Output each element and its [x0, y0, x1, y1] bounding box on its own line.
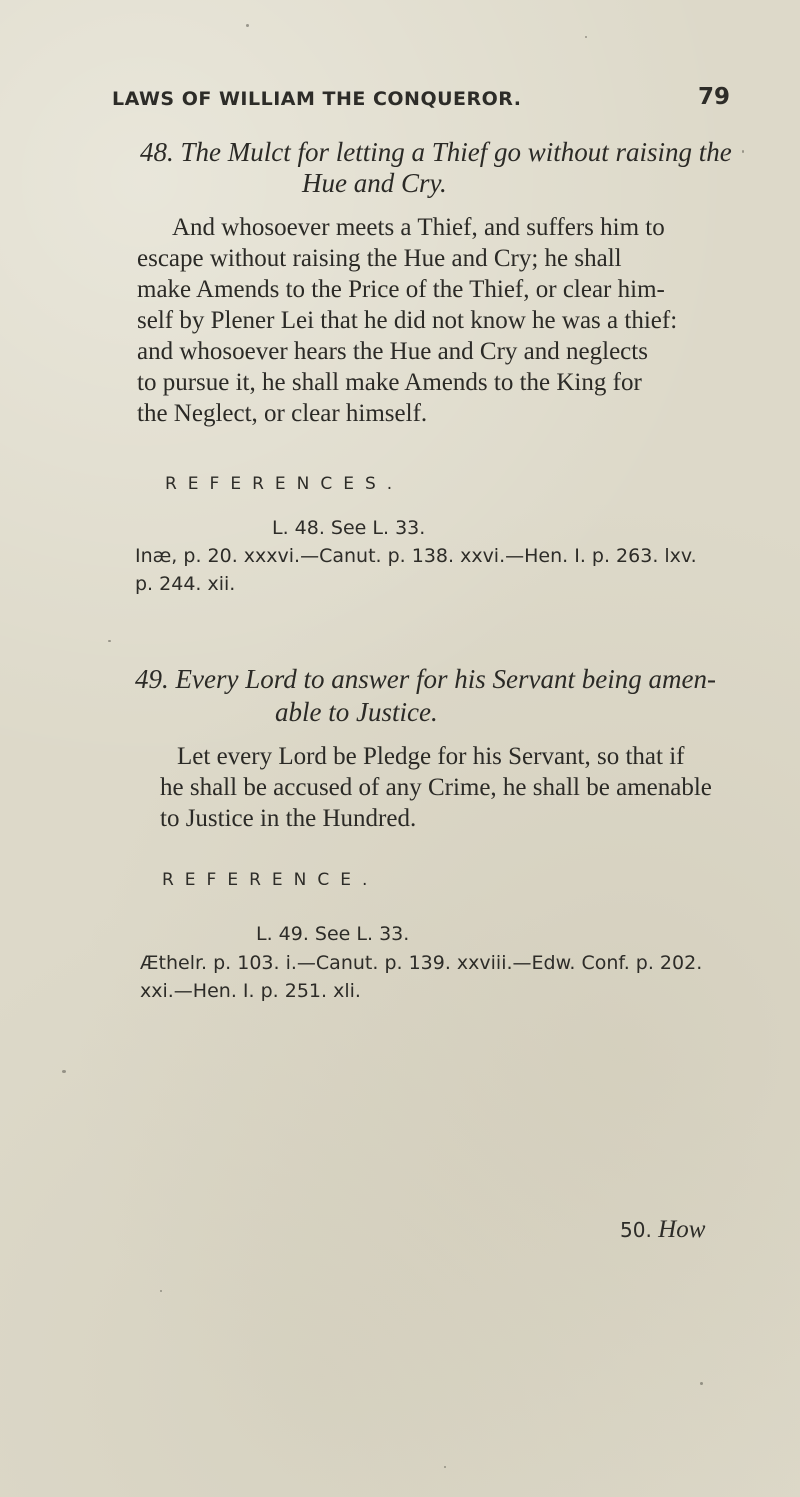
law-48-reference-line: p. 244. xii. [135, 573, 236, 595]
paper-speck [444, 1466, 446, 1468]
law-48-text-line: And whosoever meets a Thief, and suffers him to [172, 214, 665, 241]
paper-speck [700, 1382, 703, 1385]
paper-speck [108, 640, 111, 642]
law-49-reference-line: Æthelr. p. 103. i.—Canut. p. 139. xxviii.—Edw. Conf. p. 202. [140, 952, 703, 974]
law-48-reference-line: Inæ, p. 20. xxxvi.—Canut. p. 138. xxvi.—Hen. I. p. 263. lxv. [135, 545, 697, 567]
page-number: 79 [698, 84, 731, 110]
paper-speck [62, 1070, 66, 1073]
law-48-text-line: the Neglect, or clear himself. [137, 400, 428, 427]
catchword-word: How [658, 1216, 706, 1243]
law-49-references-heading: REFERENCE. [162, 870, 379, 890]
law-48-text-line: escape without raising the Hue and Cry; he shall [137, 245, 622, 272]
law-48-title-line-2: Hue and Cry. [302, 168, 447, 198]
law-48-reference-line: L. 48. See L. 33. [272, 517, 426, 539]
running-title: LAWS OF WILLIAM THE CONQUEROR. [112, 88, 522, 110]
law-48-references-heading: REFERENCES. [165, 474, 404, 494]
law-49-text-line: to Justice in the Hundred. [160, 805, 417, 832]
law-48-text-line: make Amends to the Price of the Thief, or clear him- [137, 276, 665, 303]
law-49-reference-line: L. 49. See L. 33. [256, 923, 410, 945]
law-49-title-line-2: able to Justice. [275, 697, 438, 727]
paper-speck [585, 36, 587, 38]
law-49-title-line-1: 49. Every Lord to answer for his Servant being amen- [135, 664, 716, 694]
law-49-text-line: he shall be accused of any Crime, he shall be amenable [160, 774, 712, 801]
law-48-text-line: self by Plener Lei that he did not know he was a thief: [137, 307, 678, 334]
law-48-title-line-1: 48. The Mulct for letting a Thief go without raising the [140, 137, 732, 167]
paper-speck [246, 24, 249, 27]
law-49-reference-line: xxi.—Hen. I. p. 251. xli. [140, 980, 361, 1002]
catchword [620, 1216, 705, 1244]
paper-speck [160, 1290, 162, 1292]
law-48-text-line: and whosoever hears the Hue and Cry and neglects [137, 338, 648, 365]
law-49-text-line: Let every Lord be Pledge for his Servant, so that if [177, 743, 685, 770]
catchword-number: 50. [620, 1218, 652, 1242]
law-48-text-line: to pursue it, he shall make Amends to the King for [137, 369, 642, 396]
paper-speck [742, 150, 744, 153]
